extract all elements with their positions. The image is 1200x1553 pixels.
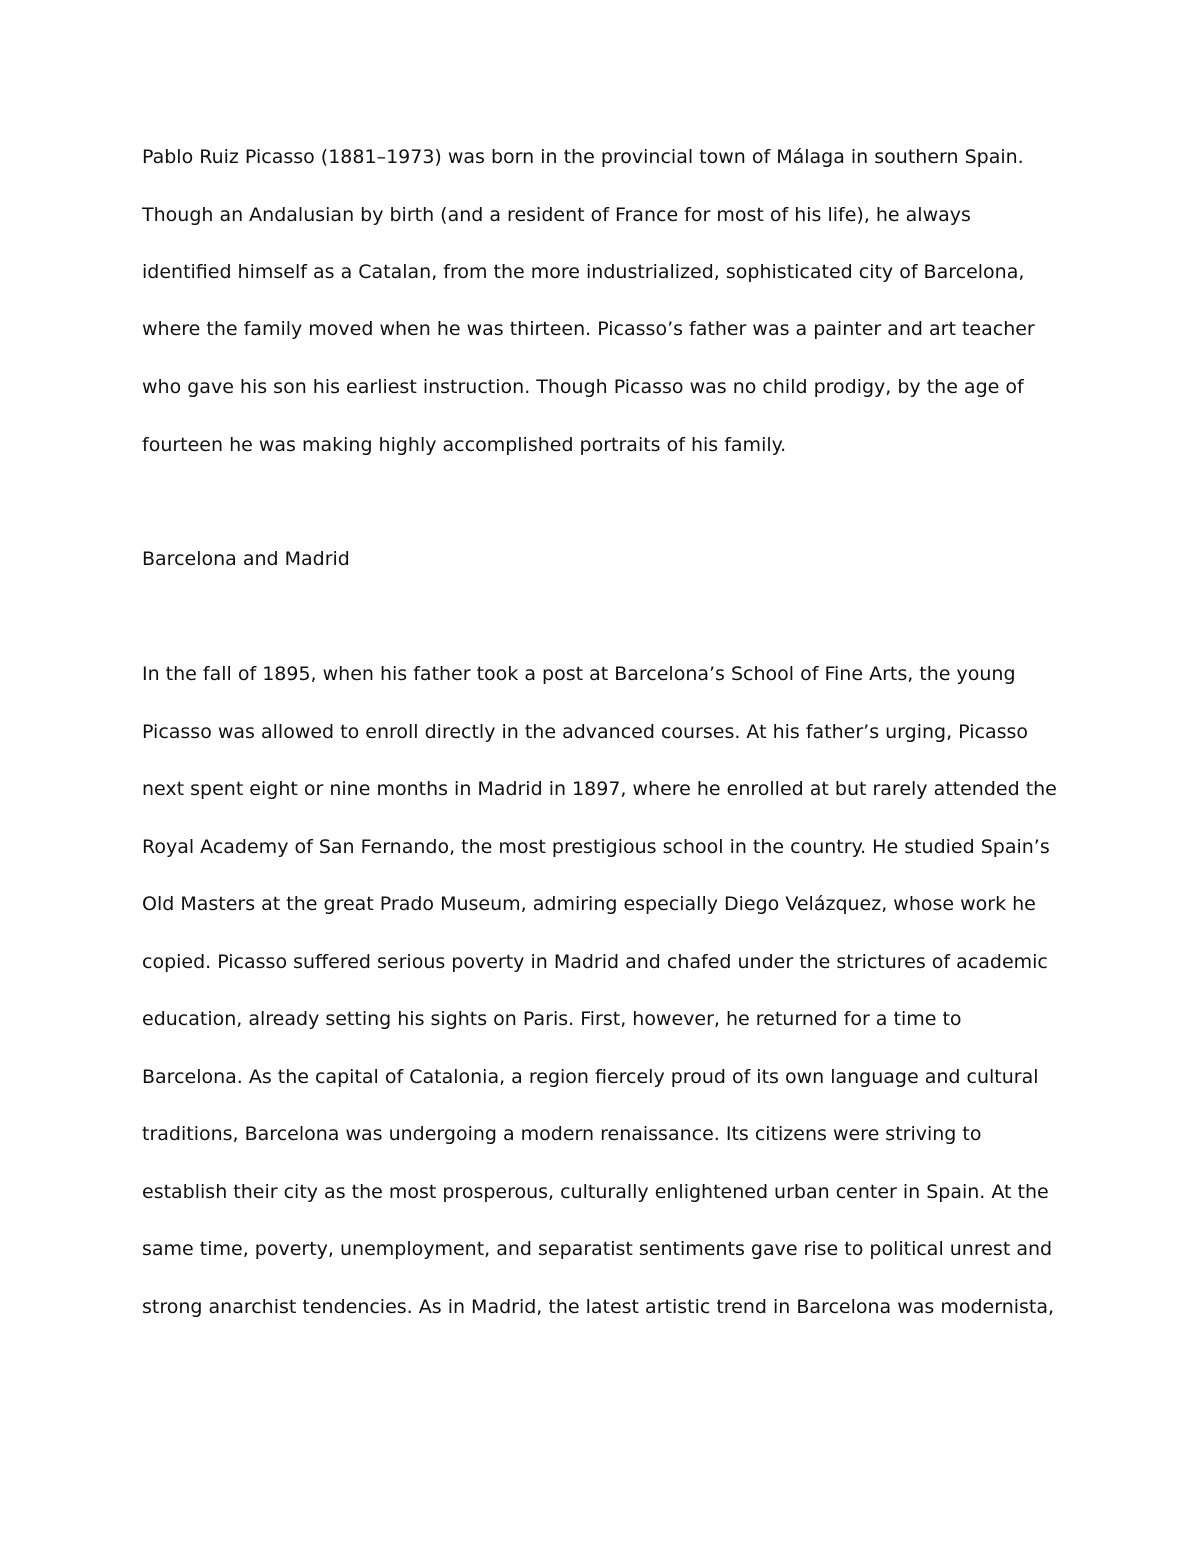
text-line: fourteen he was making highly accomplished portraits of his family.	[142, 434, 787, 456]
text-line: Pablo Ruiz Picasso (1881–1973) was born in the provincial town of Málaga in southern Spain.	[142, 146, 1024, 168]
text-line: traditions, Barcelona was undergoing a modern renaissance. Its citizens were striving to	[142, 1123, 982, 1145]
text-line: who gave his son his earliest instruction. Though Picasso was no child prodigy, by the age of	[142, 376, 1024, 398]
text-line: In the fall of 1895, when his father took a post at Barcelona’s School of Fine Arts, the young	[142, 663, 1016, 685]
text-line: education, already setting his sights on Paris. First, however, he returned for a time to	[142, 1008, 962, 1030]
text-line: strong anarchist tendencies. As in Madrid, the latest artistic trend in Barcelona was modernista,	[142, 1296, 1055, 1318]
text-line: next spent eight or nine months in Madrid in 1897, where he enrolled at but rarely attended the	[142, 778, 1057, 800]
text-line: establish their city as the most prosperous, culturally enlightened urban center in Spain. At the	[142, 1181, 1049, 1203]
text-line: Old Masters at the great Prado Museum, admiring especially Diego Velázquez, whose work he	[142, 893, 1036, 915]
text-line: Though an Andalusian by birth (and a resident of France for most of his life), he always	[142, 204, 971, 226]
section-heading: Barcelona and Madrid	[142, 548, 350, 570]
text-line: same time, poverty, unemployment, and separatist sentiments gave rise to political unrest and	[142, 1238, 1053, 1260]
text-line: Barcelona. As the capital of Catalonia, a region fiercely proud of its own language and cultural	[142, 1066, 1039, 1088]
text-line: identified himself as a Catalan, from the more industrialized, sophisticated city of Barcelona,	[142, 261, 1025, 283]
text-line: where the family moved when he was thirteen. Picasso’s father was a painter and art teacher	[142, 318, 1035, 340]
text-line: Royal Academy of San Fernando, the most prestigious school in the country. He studied Spain’s	[142, 836, 1050, 858]
text-line: copied. Picasso suffered serious poverty in Madrid and chafed under the strictures of academic	[142, 951, 1048, 973]
text-line: Picasso was allowed to enroll directly in the advanced courses. At his father’s urging, Picasso	[142, 721, 1029, 743]
